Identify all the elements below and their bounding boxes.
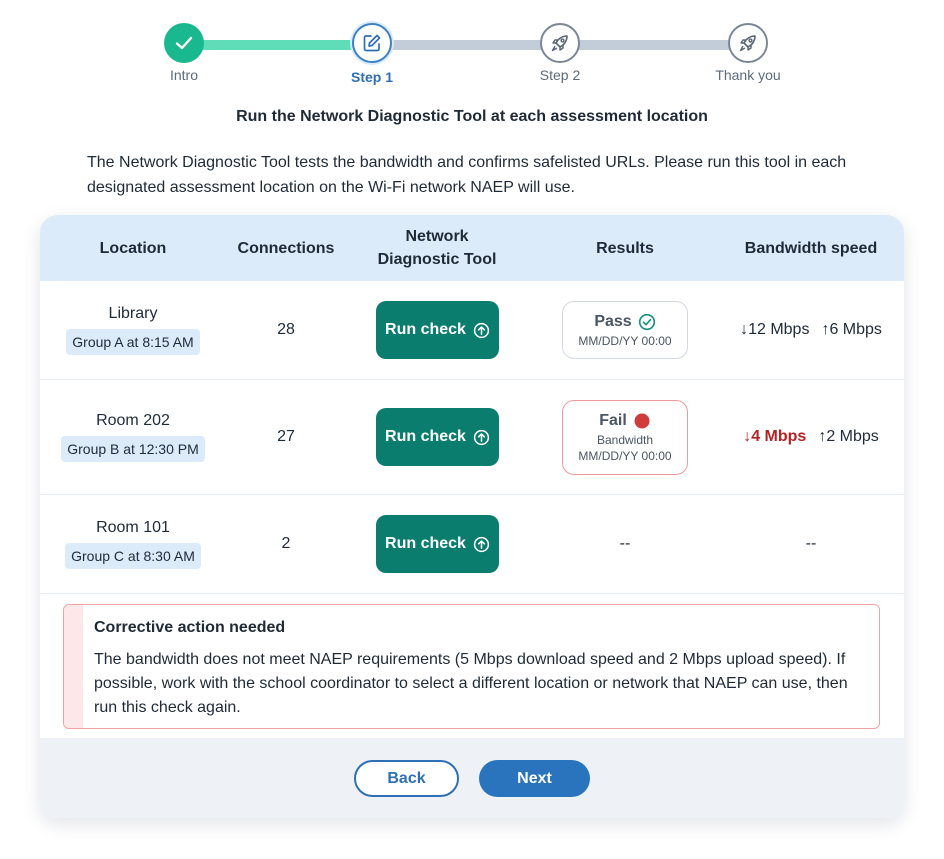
check-circle-icon <box>638 313 656 331</box>
download-value: 12 Mbps <box>748 321 810 338</box>
connections-count: 27 <box>277 428 295 445</box>
error-dot-icon <box>633 412 651 430</box>
upload-circle-icon <box>473 322 490 339</box>
bandwidth-cell <box>730 380 892 494</box>
results-cell <box>562 281 688 379</box>
connections-cell <box>226 380 346 494</box>
step-1-label: Step 1 <box>350 69 393 85</box>
rocket-icon <box>549 32 571 54</box>
location-name: Library <box>108 305 158 322</box>
column-header-connections: Connections <box>237 239 335 257</box>
stepper-track-complete <box>184 40 372 50</box>
column-header-location: Location <box>99 239 167 257</box>
tool-cell <box>376 281 499 379</box>
result-status <box>599 412 651 430</box>
download-speed: ↓4 Mbps <box>743 428 807 445</box>
connections-count: 28 <box>277 321 295 338</box>
page-heading: Run the Network Diagnostic Tool at each assessment location <box>236 108 708 125</box>
column-header-results: Results <box>596 239 654 257</box>
upload-value: 6 Mbps <box>829 321 882 338</box>
upload-speed: ↑2 Mbps <box>818 428 879 445</box>
step-2-indicator[interactable] <box>540 23 580 63</box>
upload-value: 2 Mbps <box>826 428 879 445</box>
upload-circle-icon <box>473 429 490 446</box>
result-empty: -- <box>619 535 631 552</box>
column-header-bandwidth-speed: Bandwidth speed <box>744 239 878 257</box>
run-check-label: Run check <box>385 428 466 445</box>
result-detail: Bandwidth <box>596 432 654 447</box>
result-fail-card <box>562 400 688 475</box>
location-name: Room 101 <box>96 519 170 536</box>
result-timestamp: MM/DD/YY 00:00 <box>578 333 672 348</box>
table-row <box>40 281 904 380</box>
bandwidth-speed <box>743 428 879 446</box>
location-cell <box>40 380 226 494</box>
table-header <box>40 215 904 281</box>
run-check-label: Run check <box>385 321 466 338</box>
intro-text: The Network Diagnostic Tool tests the bandwidth and confirms safelisted URLs. Please run this tool in each designated assessment location on the Wi-Fi network NAEP will use. <box>87 154 847 196</box>
results-cell <box>562 380 688 494</box>
step-intro-indicator[interactable] <box>164 23 204 63</box>
edit-icon <box>362 33 382 53</box>
results-cell <box>562 495 688 593</box>
upload-circle-icon <box>473 536 490 553</box>
location-cell <box>40 495 226 593</box>
bandwidth-empty: -- <box>805 535 817 552</box>
run-check-button[interactable] <box>376 408 499 466</box>
column-header-network-diagnostic-tool: Network Diagnostic Tool <box>377 228 497 268</box>
bandwidth-cell <box>730 495 892 593</box>
back-button[interactable]: Back <box>354 760 459 797</box>
group-badge: Group A at 8:15 AM <box>66 329 199 355</box>
result-timestamp: MM/DD/YY 00:00 <box>578 448 672 463</box>
result-status-label: Fail <box>599 411 627 429</box>
check-icon <box>173 32 195 54</box>
run-check-button[interactable] <box>376 515 499 573</box>
step-2-label: Step 2 <box>539 67 581 83</box>
tool-cell <box>376 380 499 494</box>
alert-body: The bandwidth does not meet NAEP requirements (5 Mbps download speed and 2 Mbps upload speed). If possible, work with the school coordinator to select a different location or network that NAEP can use, then run this check again. <box>94 651 848 716</box>
step-thank-you-indicator[interactable] <box>728 23 768 63</box>
upload-speed: ↑6 Mbps <box>821 321 882 338</box>
tool-cell <box>376 495 499 593</box>
next-button[interactable]: Next <box>479 760 590 797</box>
run-check-label: Run check <box>385 535 466 552</box>
location-cell <box>40 281 226 379</box>
rocket-icon <box>737 32 759 54</box>
group-badge: Group C at 8:30 AM <box>65 543 201 569</box>
connections-cell <box>226 495 346 593</box>
result-status <box>594 313 655 331</box>
bandwidth-speed <box>740 321 882 339</box>
card-footer <box>40 738 904 818</box>
step-intro-label: Intro <box>169 67 198 83</box>
download-value: 4 Mbps <box>751 428 807 445</box>
alert-title: Corrective action needed <box>94 619 286 636</box>
table-row <box>40 495 904 594</box>
diagnostic-card <box>40 215 904 818</box>
bandwidth-cell <box>730 281 892 379</box>
alert-accent-bar <box>64 605 83 728</box>
download-speed: ↓12 Mbps <box>740 321 810 338</box>
step-1-indicator[interactable] <box>352 23 392 63</box>
table-row <box>40 380 904 495</box>
progress-stepper <box>0 0 944 100</box>
group-badge: Group B at 12:30 PM <box>61 436 205 462</box>
connections-cell <box>226 281 346 379</box>
step-thank-you-label: Thank you <box>715 67 781 83</box>
connections-count: 2 <box>281 535 291 552</box>
result-status-label: Pass <box>594 312 632 330</box>
location-name: Room 202 <box>96 412 170 429</box>
run-check-button[interactable] <box>376 301 499 359</box>
corrective-action-alert <box>63 604 880 729</box>
result-pass-card <box>562 301 688 359</box>
